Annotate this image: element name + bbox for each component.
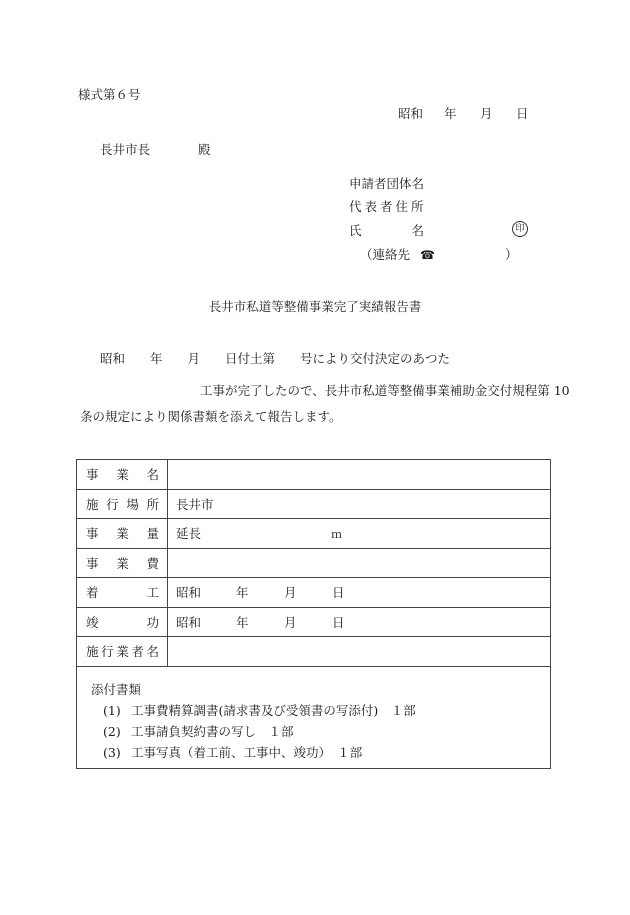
table-row (77, 548, 551, 578)
seal-mark: 印 (512, 221, 528, 237)
attachment-item: (2) 工事請負契約書の写し １部 (103, 724, 294, 739)
body-line-2: 工事が完了したので、長井市私道等整備事業補助金交付規程第 10 (200, 383, 570, 398)
quantity-field[interactable] (168, 519, 551, 549)
length-label: 延長 (176, 526, 202, 542)
contact-line (360, 245, 517, 263)
document-title: 長井市私道等整備事業完了実績報告書 (208, 299, 422, 314)
attachment-item: (1) 工事費精算調書(請求書及び受領書の写添付) １部 (103, 703, 416, 718)
contact-close: ） (504, 247, 518, 262)
row-label-project-name: 事 業 名 (86, 467, 159, 483)
addressee-honorific: 殿 (198, 142, 211, 157)
row-label-location: 施 行 場 所 (86, 496, 159, 512)
name-label-2: 名 (411, 223, 425, 238)
row-label-start: 着 工 (86, 585, 159, 601)
name-label-1: 氏 (349, 223, 362, 238)
project-name-field[interactable] (168, 460, 551, 490)
table-row (77, 519, 551, 549)
row-label-cost: 事 業 費 (86, 555, 159, 571)
applicant-organization-label: 申請者団体名 (349, 176, 425, 191)
applicant-name-label (349, 221, 424, 239)
table-row (77, 460, 551, 490)
phone-icon: ☎ (420, 248, 435, 262)
table-row (77, 578, 551, 608)
form-number: 様式第６号 (78, 87, 141, 102)
report-table (76, 459, 551, 667)
row-label-contractor: 施 行 業 者 名 (86, 644, 159, 660)
contact-open: （連絡先 (360, 247, 411, 262)
table-row (77, 607, 551, 637)
attachment-item: (3) 工事写真（着工前、工事中、竣功） １部 (103, 745, 363, 760)
body-line-1: 昭和 年 月 日付土第 号により交付決定のあつた (100, 351, 451, 366)
row-label-quantity: 事 業 量 (86, 526, 159, 542)
addressee (100, 140, 211, 158)
row-label-completion: 竣 功 (86, 614, 159, 630)
contractor-field[interactable] (168, 637, 551, 667)
addressee-name: 長井市長 (100, 142, 151, 157)
table-row (77, 637, 551, 667)
completion-date-field[interactable]: 昭和 年 月 日 (168, 607, 551, 637)
applicant-address-label: 代表者住所 (349, 199, 427, 214)
cost-field[interactable] (168, 548, 551, 578)
date-month: 月 (480, 106, 493, 121)
date-year: 年 (444, 106, 457, 121)
table-row (77, 489, 551, 519)
start-date-field[interactable]: 昭和 年 月 日 (168, 578, 551, 608)
body-line-3: 条の規定により関係書類を添えて報告します。 (80, 409, 342, 424)
attachments-title: 添付書類 (91, 682, 142, 697)
location-field[interactable]: 長井市 (168, 489, 551, 519)
date-day: 日 (516, 106, 529, 121)
date-line (398, 104, 529, 122)
length-unit: ｍ (331, 528, 343, 542)
date-era: 昭和 (398, 106, 424, 121)
attachments-box (76, 664, 551, 769)
